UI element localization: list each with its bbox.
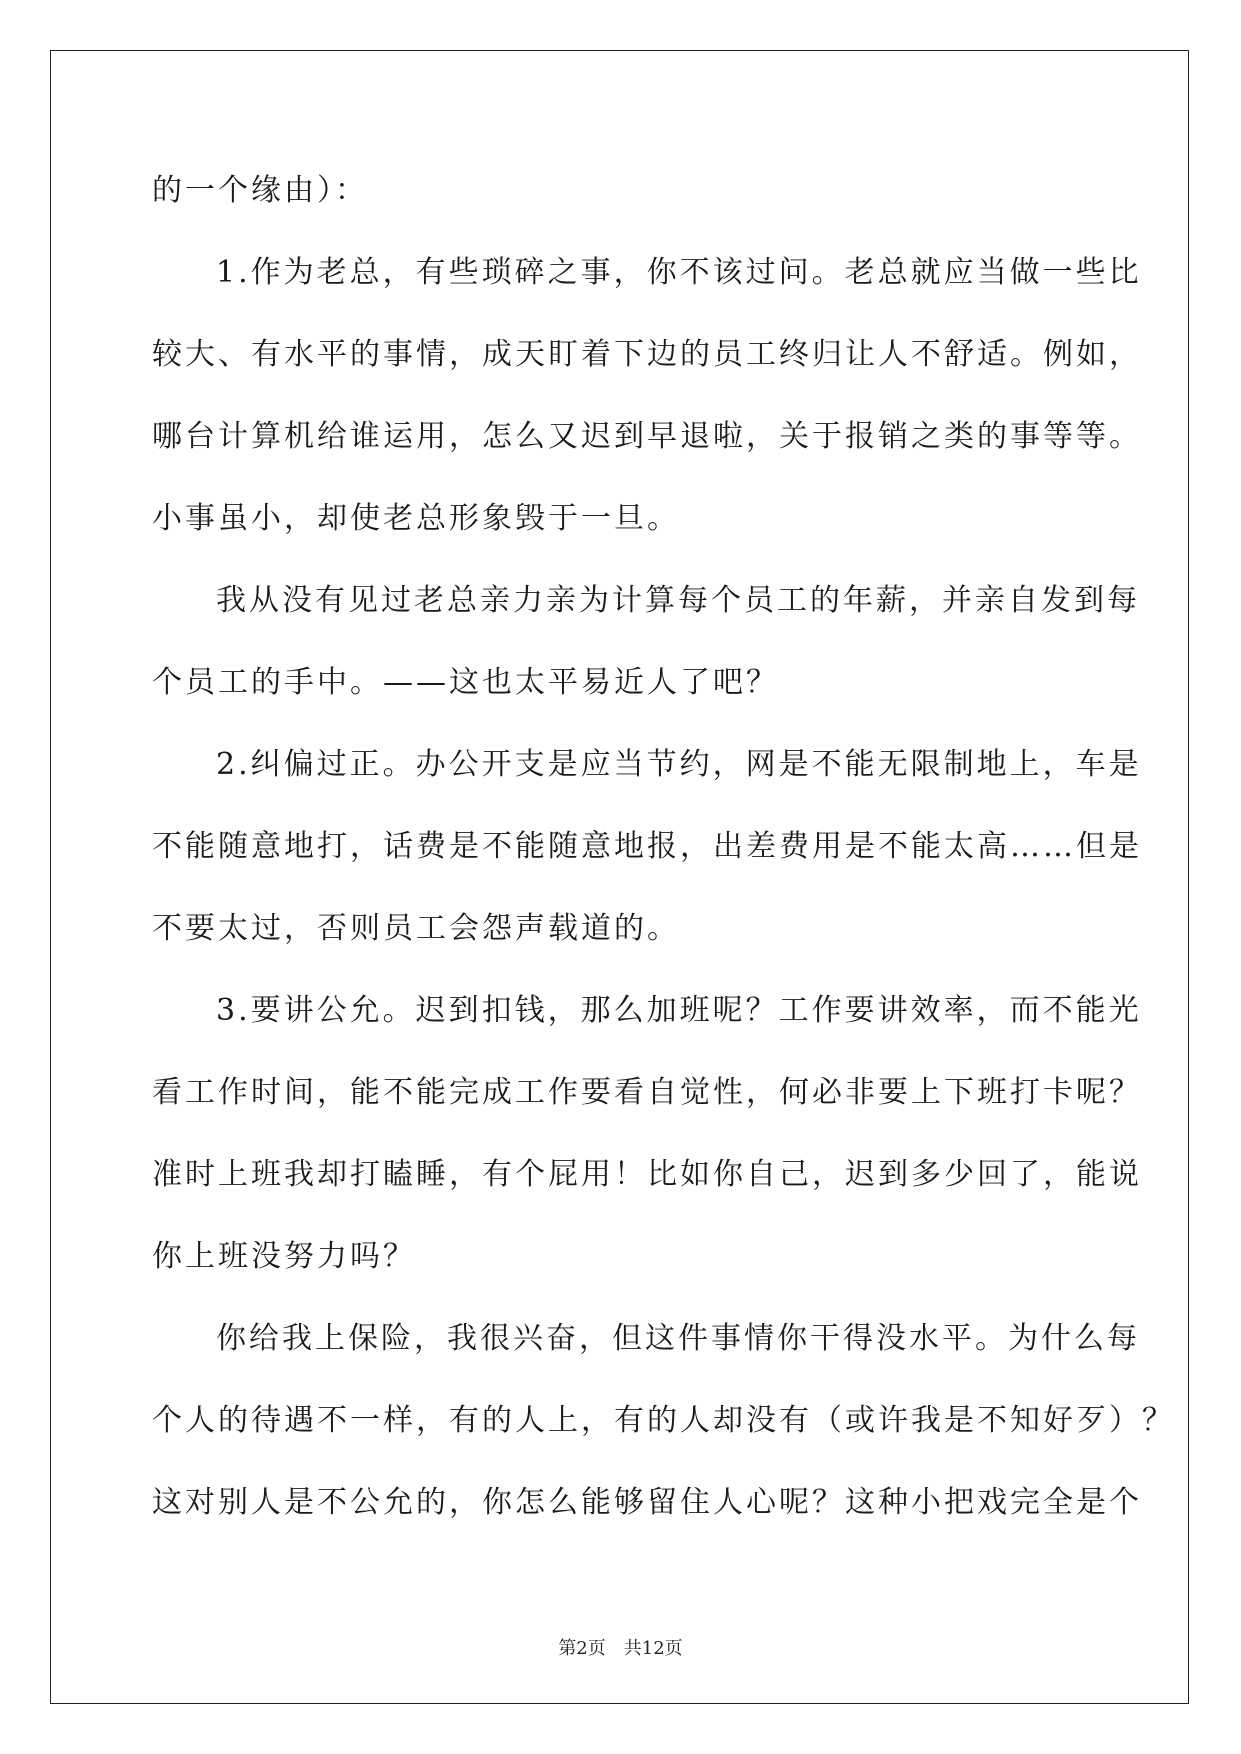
text-line: 3.要讲公允。迟到扣钱，那么加班呢？工作要讲效率，而不能光 (216, 993, 1142, 1028)
text-line: 这对别人是不公允的，你怎么能够留住人心呢？这种小把戏完全是个 (152, 1485, 1142, 1520)
text-line: 2.纠偏过正。办公开支是应当节约，网是不能无限制地上，车是 (216, 747, 1142, 782)
text-line: 个人的待遇不一样，有的人上，有的人却没有（或许我是不知好歹）？ (152, 1403, 1175, 1438)
text-line: 准时上班我却打瞌睡，有个屁用！比如你自己，迟到多少回了，能说 (152, 1157, 1142, 1192)
text-line: 不能随意地打，话费是不能随意地报，出差费用是不能太高……但是 (152, 829, 1142, 864)
text-line: 你给我上保险，我很兴奋，但这件事情你干得没水平。为什么每 (216, 1321, 1140, 1356)
text-line: 1.作为老总，有些琐碎之事，你不该过问。老总就应当做一些比 (216, 255, 1142, 290)
page-footer (0, 1634, 1241, 1660)
text-line: 的一个缘由）： (152, 173, 368, 208)
text-line: 个员工的手中。——这也太平易近人了吧？ (152, 665, 779, 700)
text-line: 你上班没努力吗？ (152, 1239, 416, 1274)
text-line: 小事虽小，却使老总形象毁于一旦。 (152, 501, 680, 536)
text-line: 哪台计算机给谁运用，怎么又迟到早退啦，关于报销之类的事等等。 (152, 419, 1142, 454)
document-body (152, 150, 1175, 1544)
text-line: 我从没有见过老总亲力亲为计算每个员工的年薪，并亲自发到每 (216, 583, 1140, 618)
text-line: 不要太过，否则员工会怨声载道的。 (152, 911, 680, 946)
text-line: 较大、有水平的事情，成天盯着下边的员工终归让人不舒适。例如， (152, 337, 1142, 372)
text-line: 看工作时间，能不能完成工作要看自觉性，何必非要上下班打卡呢？ (152, 1075, 1142, 1110)
page-total: 共12页 (623, 1638, 683, 1659)
page-number: 第2页 (558, 1638, 606, 1659)
